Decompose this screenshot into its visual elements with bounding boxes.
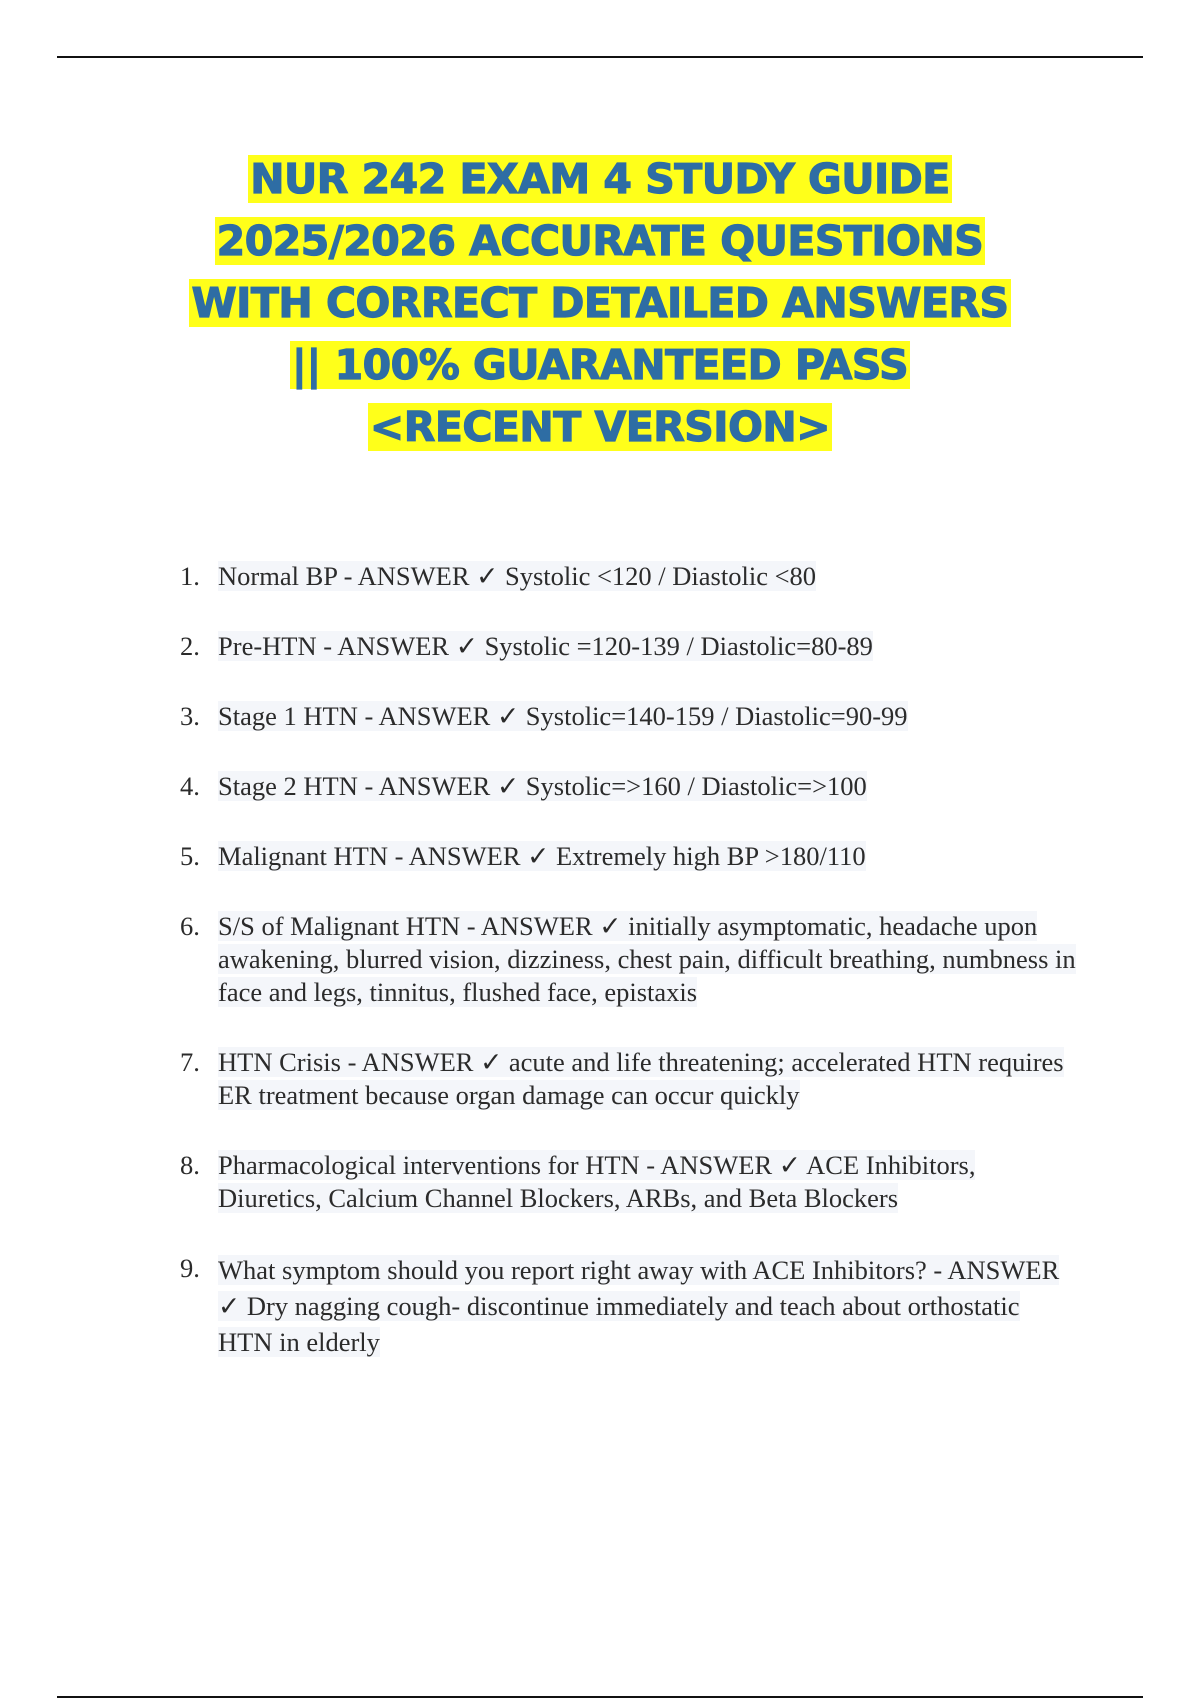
item-text: Stage 1 HTN - ANSWER ✓ Systolic=140-159 / Diastolic=90-99 — [218, 701, 908, 731]
item-text: HTN Crisis - ANSWER ✓ acute and life threatening; accelerated HTN requires ER treatment because organ damage can occur quickly — [218, 1047, 1064, 1110]
item-text: Normal BP - ANSWER ✓ Systolic <120 / Diastolic <80 — [218, 561, 817, 591]
item-text: Pre-HTN - ANSWER ✓ Systolic =120-139 / Diastolic=80-89 — [218, 631, 873, 661]
list-item — [178, 560, 1078, 593]
question-answer-list — [178, 560, 1078, 1397]
title-line-4: || 100% GUARANTEED PASS — [291, 341, 909, 389]
list-item — [178, 770, 1078, 803]
footer-rule — [57, 1696, 1143, 1698]
list-item — [178, 700, 1078, 733]
item-number: 7. — [180, 1047, 200, 1077]
item-number: 6. — [180, 911, 200, 941]
list-item — [178, 1252, 1078, 1360]
title-line-2: 2025/2026 ACCURATE QUESTIONS — [216, 217, 984, 265]
list-item — [178, 630, 1078, 663]
header-rule — [57, 56, 1143, 58]
title-line-1: NUR 242 EXAM 4 STUDY GUIDE — [250, 155, 950, 203]
item-text: S/S of Malignant HTN - ANSWER ✓ initially asymptomatic, headache upon awakening, blurred vision, dizziness, chest pain, difficult breathing, numbness in face and legs, tinnitus, flushed face, epistaxis — [218, 911, 1076, 1007]
item-text: What symptom should you report right away with ACE Inhibitors? - ANSWER ✓ Dry nagging cough- discontinue immediately and teach about orthostatic HTN in elderly — [218, 1255, 1060, 1357]
item-text: Stage 2 HTN - ANSWER ✓ Systolic=>160 / Diastolic=>100 — [218, 771, 867, 801]
item-number: 2. — [180, 631, 200, 661]
list-item — [178, 1149, 1078, 1215]
item-text: Malignant HTN - ANSWER ✓ Extremely high BP >180/110 — [218, 841, 866, 871]
list-item — [178, 1046, 1078, 1112]
list-item — [178, 840, 1078, 873]
document-title — [110, 148, 1090, 458]
item-number: 8. — [180, 1150, 200, 1180]
item-number: 1. — [180, 561, 200, 591]
list-item — [178, 910, 1078, 1009]
title-line-3: WITH CORRECT DETAILED ANSWERS — [191, 279, 1009, 327]
item-number: 4. — [180, 771, 200, 801]
item-number: 5. — [180, 841, 200, 871]
item-number: 3. — [180, 701, 200, 731]
title-line-5: <RECENT VERSION> — [369, 403, 831, 451]
item-number: 9. — [180, 1253, 200, 1283]
item-text: Pharmacological interventions for HTN - ANSWER ✓ ACE Inhibitors, Diuretics, Calcium Channel Blockers, ARBs, and Beta Blockers — [218, 1150, 976, 1213]
